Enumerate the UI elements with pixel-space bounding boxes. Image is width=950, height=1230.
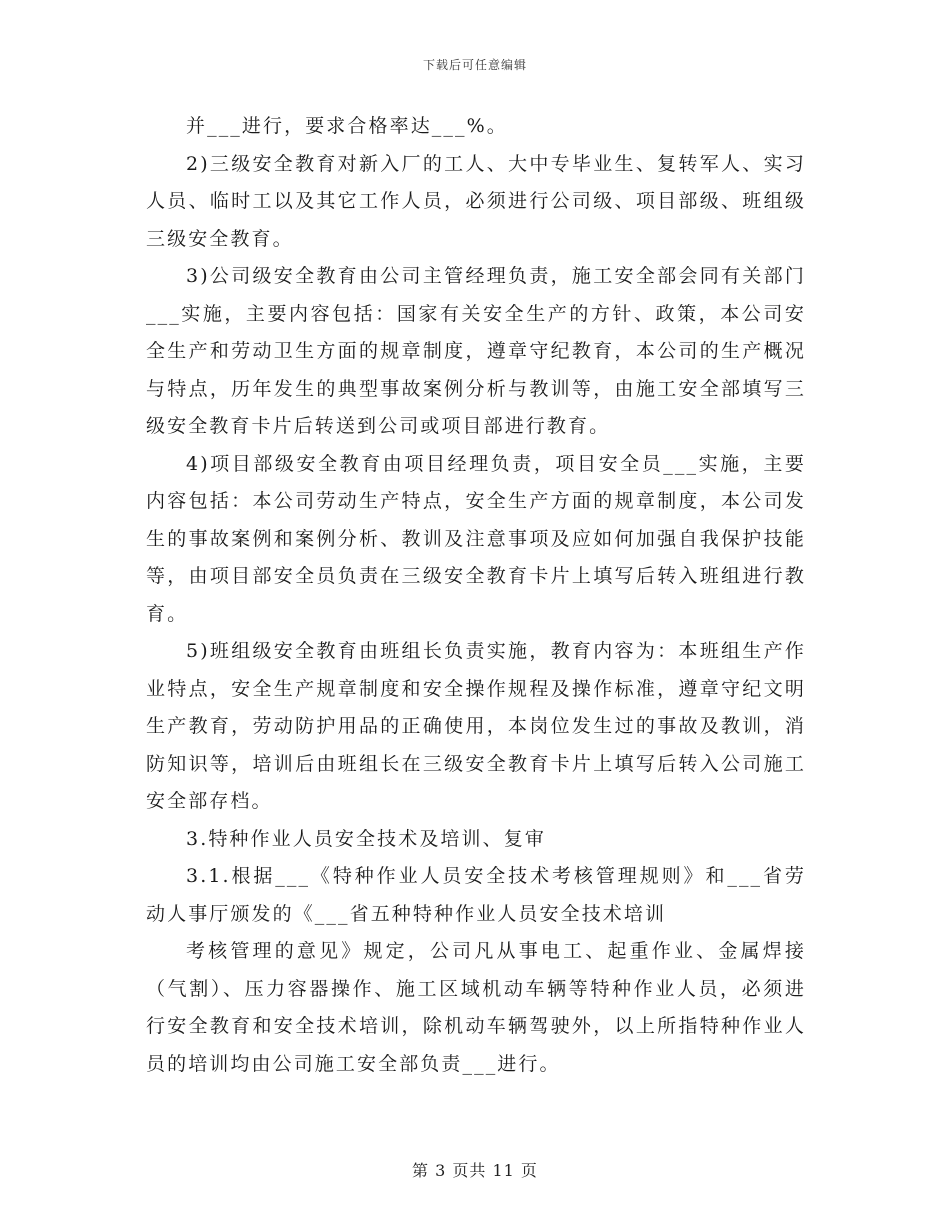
page-number-footer: 第 3 页共 11 页 [412, 1161, 538, 1180]
page-header: 下载后可任意编辑 [422, 58, 527, 72]
document-body [146, 108, 806, 1083]
paragraph-item-5: 5)班组级安全教育由班组长负责实施，教育内容为：本班组生产作业特点，安全生产规章制度和安全操作规程及操作标准，遵章守纪文明生产教育，劳动防护用品的正确使用，本岗位发生过的事故及教训，消防知识等，培训后由班组长在三级安全教育卡片上填写后转入公司施工安全部存档。 [146, 640, 806, 812]
paragraph-3-1: 3.1.根据___《特种作业人员安全技术考核管理规则》和___省劳动人事厅颁发的《___省五种特种作业人员安全技术培训 [146, 865, 806, 925]
paragraph-item-3: 3)公司级安全教育由公司主管经理负责，施工安全部会同有关部门___实施，主要内容包括：国家有关安全生产的方针、政策，本公司安全生产和劳动卫生方面的规章制度，遵章守纪教育，本公司的生产概况与特点，历年发生的典型事故案例分析与教训等，由施工安全部填写三级安全教育卡片后转送到公司或项目部进行教育。 [146, 265, 806, 437]
paragraph-continuation: 并___进行，要求合格率达___%。 [186, 115, 508, 137]
paragraph-item-4: 4)项目部级安全教育由项目经理负责，项目安全员___实施，主要内容包括：本公司劳动生产特点，安全生产方面的规章制度，本公司发生的事故案例和案例分析、教训及注意事项及应如何加强自我保护技能等，由项目部安全员负责在三级安全教育卡片上填写后转入班组进行教育。 [146, 452, 806, 625]
paragraph-3-1-continued: 考核管理的意见》规定，公司凡从事电工、起重作业、金属焊接（气割）、压力容器操作、施工区域机动车辆等特种作业人员，必须进行安全教育和安全技术培训，除机动车辆驾驶外，以上所指特种作业人员的培训均由公司施工安全部负责___进行。 [146, 940, 806, 1075]
section-heading-3: 3.特种作业人员安全技术及培训、复审 [186, 827, 546, 850]
paragraph-item-2: 2)三级安全教育对新入厂的工人、大中专毕业生、复转军人、实习人员、临时工以及其它工作人员，必须进行公司级、项目部级、班组级三级安全教育。 [146, 152, 806, 250]
